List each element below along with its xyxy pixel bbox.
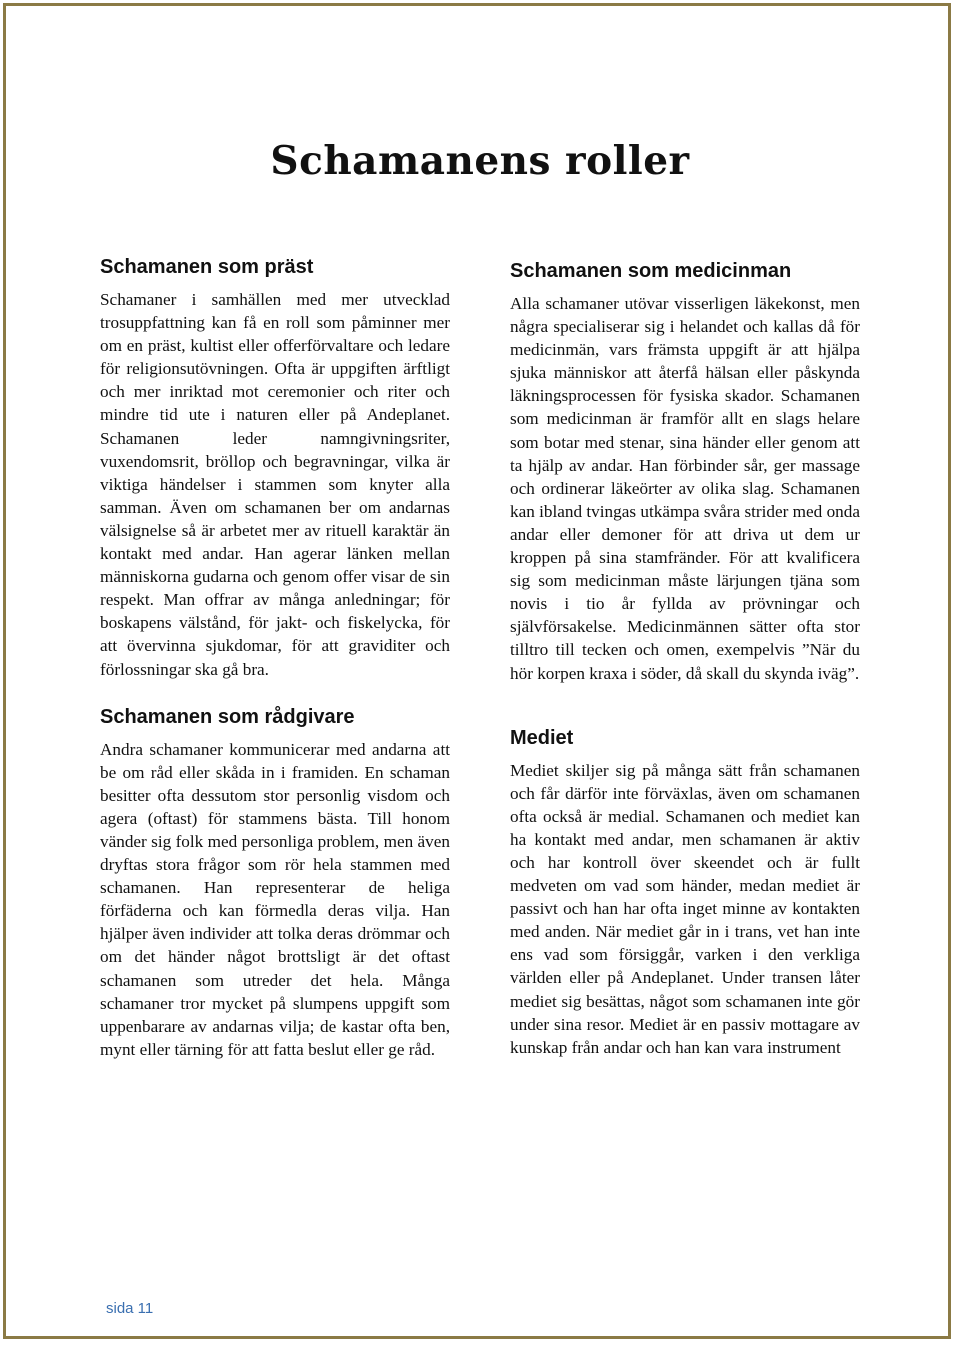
- left-column: [100, 254, 450, 1061]
- section-body-praest: Schamaner i samhällen med mer utvecklad trosuppfattning kan få en roll som påminner mer om en präst, kultist eller offerförvaltare och ledare för religionsutövningen. Ofta är uppgiften ärftligt och mer inriktad mot ceremonier och riter och mindre tid ute i naturen eller på Andeplanet. Schamanen leder namngivningsriter, vuxendomsrit, bröllop och begravningar, vilka är viktiga händelser i stammen som knyter alla samman. Även om schamanen ber om andarnas välsignelse så är arbetet mer av rituell karaktär än kontakt med andar. Han agerar länken mellan människorna gudarna och genom offer visar de sin respekt. Man offrar av många anledningar; för boskapens välstånd, för jakt- och fiskelycka, för att övervinna sjukdomar, för att graviditer och förlossningar ska gå bra.: [100, 290, 450, 679]
- section-medicinman: [510, 258, 860, 685]
- section-mediet: [510, 725, 860, 1059]
- section-body-medicinman: Alla schamaner utövar visserligen läkekonst, men några specialiserar sig i helandet och kallas då för medicinmän, vars främsta uppgift är att hjälpa sjuka människor att återfå hälsan eller påskynda läkningsprocessen för fysiska skador. Schamanen som medicinman är framför allt en slags helare som botar med stenar, sina händer eller genom att ta hjälp av andar. Han förbinder sår, ger massage och ordinerar läkeörter av olika slag. Schamanen kan ibland tvingas utkämpa svåra strider med onda andar eller demoner för att driva ut dem ur kroppen på sina stamfränder. För att kvalificera sig som medicinman måste lärjungen tjäna som novis i tio år fyllda av prövningar och självförsakelse. Medicinmännen sätter ofta stor tilltro till tecken och omen, exempelvis ”När du hör korpen kraxa i söder, då skall du skynda iväg”.: [510, 294, 860, 683]
- right-column: [510, 258, 860, 1059]
- section-heading-radgivare: Schamanen som rådgivare: [100, 705, 355, 728]
- section-radgivare: [100, 704, 450, 1061]
- section-heading-medicinman: Schamanen som medicinman: [510, 260, 792, 282]
- section-body-mediet: Mediet skiljer sig på många sätt från schamanen och får därför inte förväxlas, även om schamanen ofta också är medial. Schamanen och mediet kan ha kontakt med andar, men schamanen är aktiv och har kontroll över skeendet och är fullt medveten om vad som händer, medan mediet är passivt och han har ofta inget minne av kontakten med anden. När mediet går in i trans, vet han inte ens vad som försiggår, varken i den verkliga världen eller på Andeplanet. Under transen låter mediet sig besättas, något som schamanen inte gör under sina resor. Mediet är en passiv mottagare av kunskap från andar och han kan vara instrument: [510, 760, 860, 1057]
- section-praest: [100, 254, 450, 681]
- page-title: Schamanens roller: [270, 138, 690, 185]
- section-body-radgivare: Andra schamaner kommunicerar med andarna att be om råd eller skåda in i framiden. En schaman besitter ofta dessutom stor personlig visdom och agera (oftast) för stammens bästa. Till honom vänder sig folk med personliga problem, men även dryftas stora frågor som rör hela stammen med schamanen. Han representerar de heliga förfäderna och kan förmedla deras vilja. Han hjälper även individer att tolka deras drömmar och om det händer något brottsligt är det oftast schamanen som utreder det hela. Många schamaner tror mycket på slumpens uppgift som uppenbarare av andarnas vilja; de kastar ofta ben, mynt eller tärning för att fatta beslut eller ge råd.: [100, 739, 450, 1059]
- section-heading-praest: Schamanen som präst: [100, 256, 314, 278]
- page-number: sida 11: [106, 1300, 154, 1317]
- section-heading-mediet: Mediet: [510, 726, 574, 749]
